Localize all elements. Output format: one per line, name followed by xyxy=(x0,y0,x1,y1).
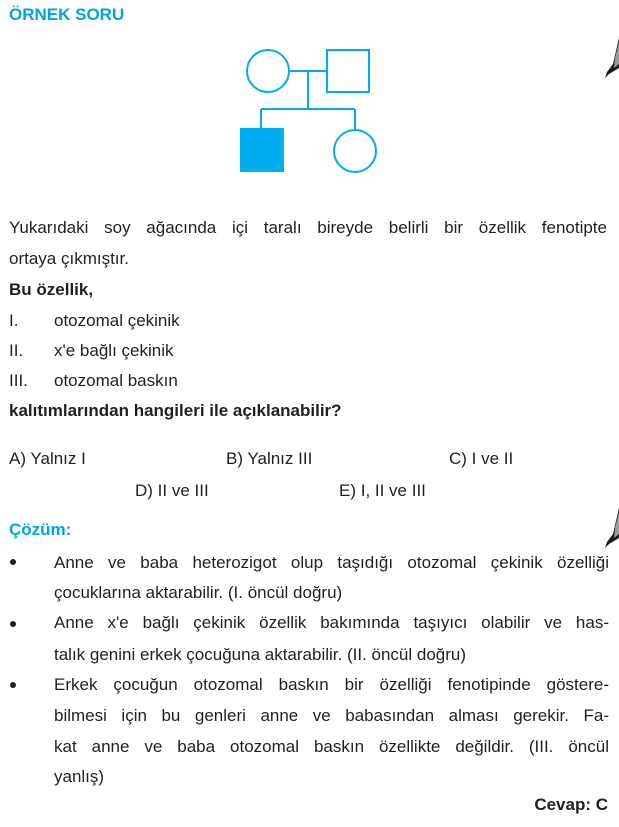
solution-line: çocuklarına aktarabilir. (I. öncül doğru) xyxy=(54,583,343,602)
solution-line: Anne x'e bağlı çekinik özellik bakımında taşıyıcı olabilir ve has- xyxy=(54,613,609,632)
father-symbol xyxy=(327,50,369,92)
solution-line: bilmesi için bu genleri anne ve babasından alması gerekir. Fa- xyxy=(54,706,609,725)
affected-son-symbol xyxy=(241,129,283,171)
premise-text: otozomal çekinik xyxy=(54,311,180,330)
option-b[interactable]: B) Yalnız III xyxy=(226,449,313,468)
solution-line: Anne ve baba heterozigot olup taşıdığı otozomal çekinik özelliği xyxy=(54,553,609,572)
mother-symbol xyxy=(247,50,289,92)
pedigree-diagram xyxy=(230,40,390,180)
premise-text: otozomal baskın xyxy=(54,371,178,390)
bullet-icon xyxy=(10,621,16,627)
option-c[interactable]: C) I ve II xyxy=(449,449,514,468)
solution-line: talık genini erkek çocuğuna aktarabilir. (II. öncül doğru) xyxy=(54,645,467,664)
option-a[interactable]: A) Yalnız I xyxy=(9,449,86,468)
solution-line: yanlış) xyxy=(54,767,105,786)
option-d[interactable]: D) II ve III xyxy=(135,481,209,500)
premise-number: I. xyxy=(9,311,19,330)
premise-text: x'e bağlı çekinik xyxy=(54,341,174,360)
pencil-icon xyxy=(603,508,619,550)
question-lead: Bu özellik, xyxy=(9,280,94,299)
question-text-line-1: Yukarıdaki soy ağacında içi taralı bireyde belirli bir özellik fenotipte xyxy=(9,218,607,237)
solution-heading: Çözüm: xyxy=(9,520,72,539)
question-text-line-2: ortaya çıkmıştır. xyxy=(9,249,129,268)
solution-line: Erkek çocuğun otozomal baskın bir özelliği fenotipinde göstere- xyxy=(54,675,609,694)
answer-label: Cevap: C xyxy=(534,795,608,814)
pencil-icon xyxy=(603,38,619,80)
bullet-icon xyxy=(10,559,16,565)
option-e[interactable]: E) I, II ve III xyxy=(339,481,426,500)
bullet-icon xyxy=(10,682,16,688)
example-question-heading: ÖRNEK SORU xyxy=(9,5,125,24)
solution-line: kat anne ve baba otozomal baskın özellikte değildir. (III. öncül xyxy=(54,737,609,756)
question-ask: kalıtımlarından hangileri ile açıklanabilir? xyxy=(9,401,342,420)
daughter-symbol xyxy=(334,130,376,172)
premise-number: III. xyxy=(9,371,28,390)
premise-number: II. xyxy=(9,341,24,360)
